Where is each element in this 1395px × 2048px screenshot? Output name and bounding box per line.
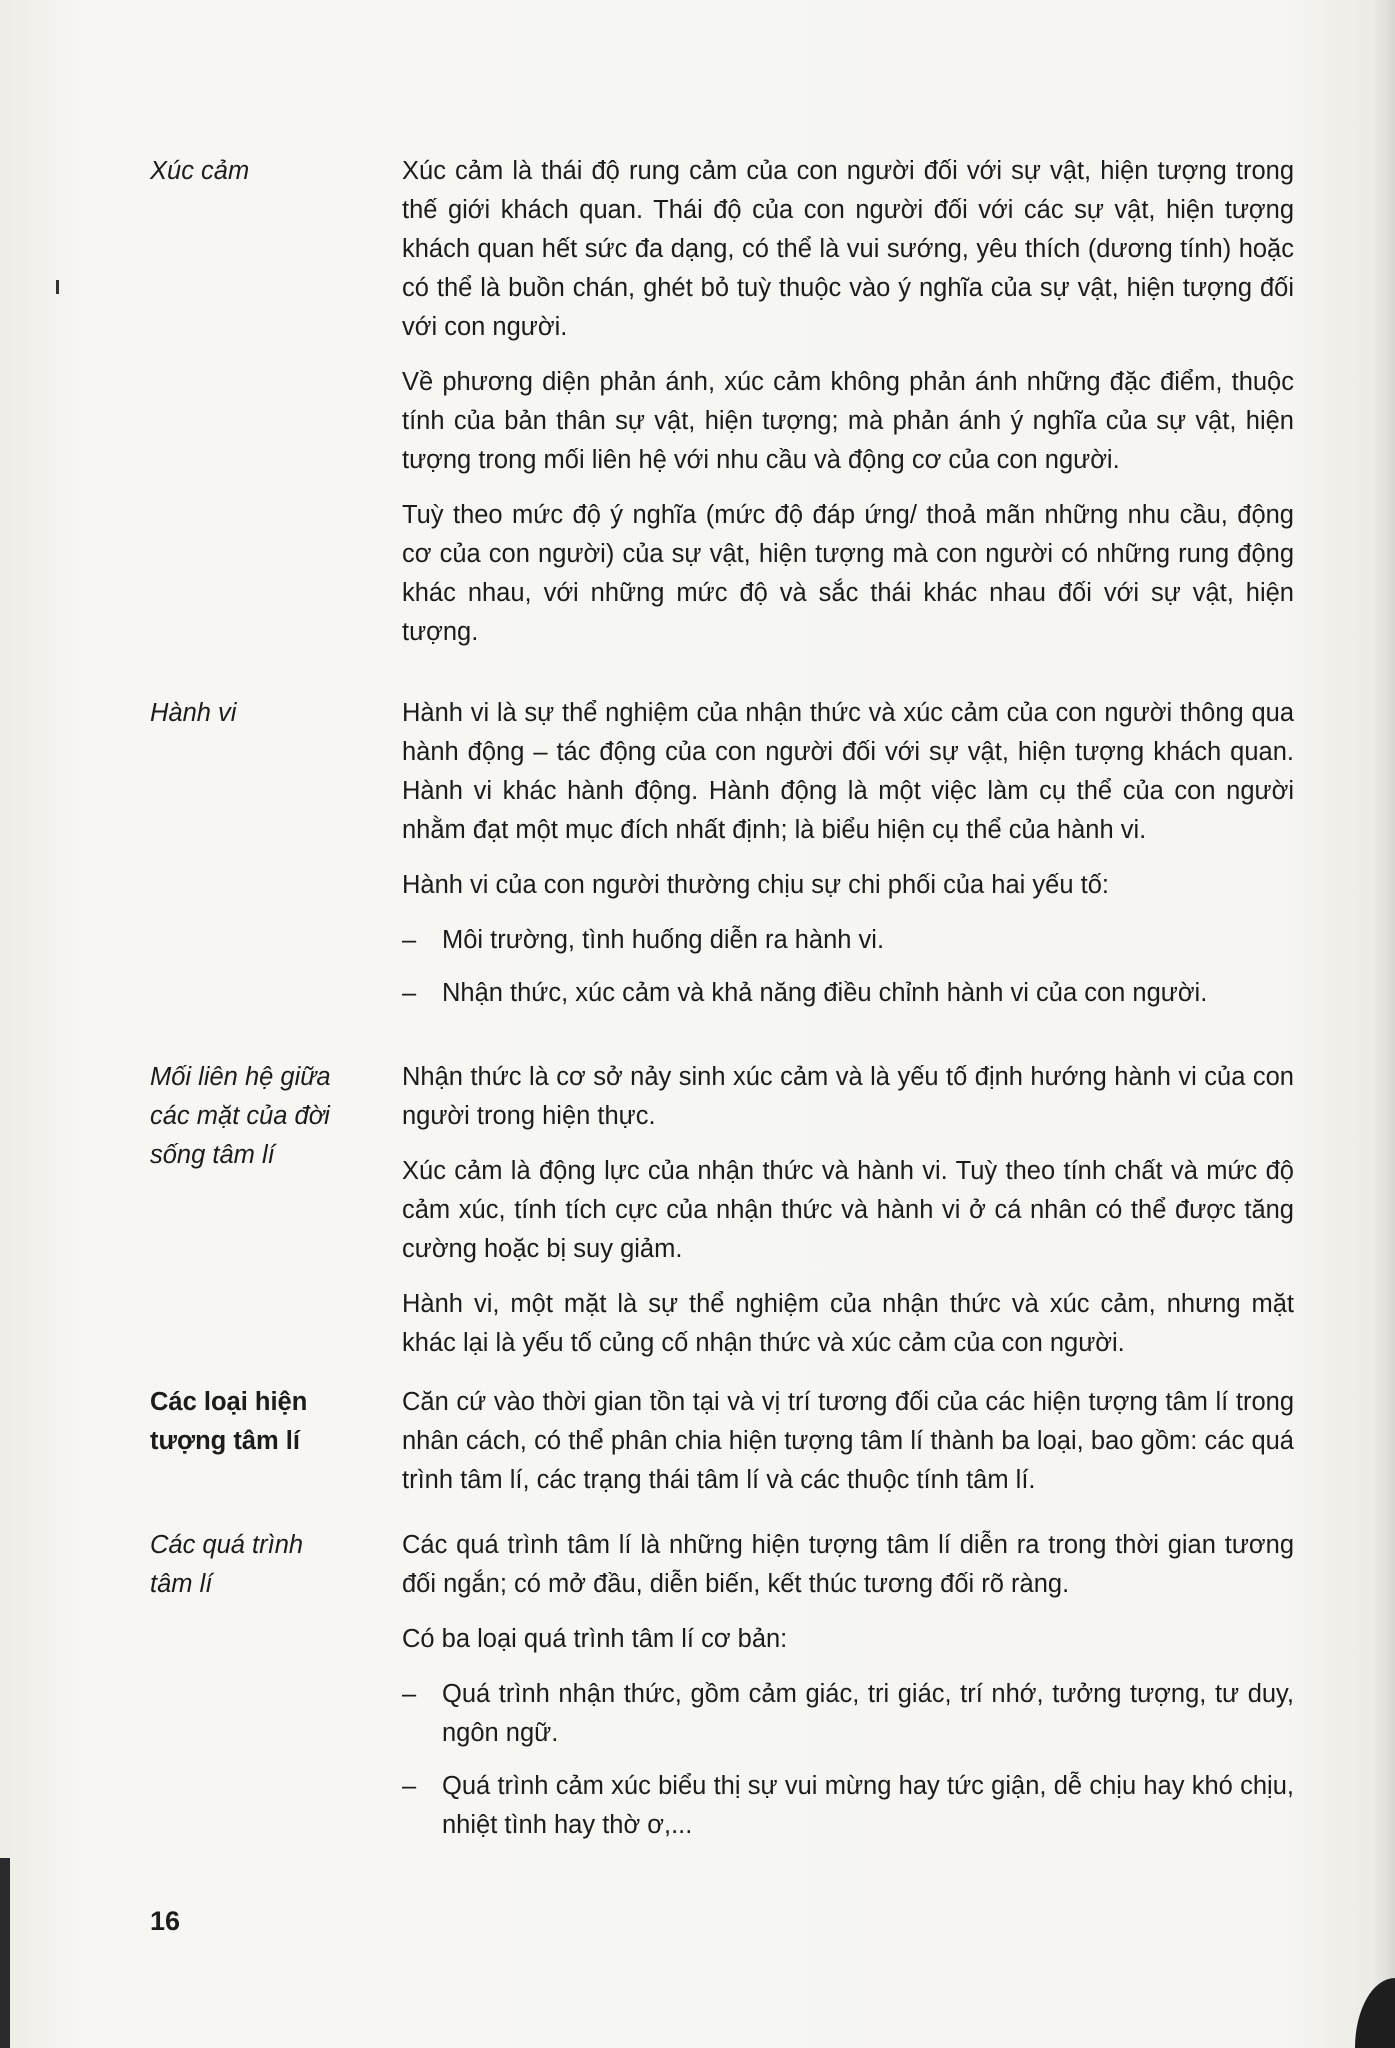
section-body [402,1383,1294,1516]
bullet-item [402,1675,1294,1753]
term-label: Xúc cảm [150,157,250,185]
paragraph: Tuỳ theo mức độ ý nghĩa (mức độ đáp ứng/ thoả mãn những nhu cầu, động cơ của con người) của sự vật, hiện tượng mà con người có những rung động khác nhau, với những mức độ và sắc thái khác nhau đối với sự vật, hiện tượng. [402,501,1294,646]
bullet-dash: – [402,926,417,954]
paragraph: Xúc cảm là động lực của nhận thức và hành vi. Tuỳ theo tính chất và mức độ cảm xúc, tính tích cực của nhận thức và hành vi ở cá nhân có thể được tăng cường hoặc bị suy giảm. [402,1157,1294,1263]
page-number: 16 [150,1906,181,1936]
bullet-dash: – [402,979,417,1007]
page-edge-shadow [1373,0,1395,2048]
bullet-text: Quá trình cảm xúc biểu thị sự vui mừng hay tức giận, dễ chịu hay khó chịu, nhiệt tình hay thờ ơ,... [442,1772,1294,1839]
paragraph: Hành vi, một mặt là sự thể nghiệm của nhận thức và xúc cảm, nhưng mặt khác lại là yếu tố củng cố nhận thức và xúc cảm của con người. [402,1290,1294,1357]
bullet-item [402,1767,1294,1845]
bullet-dash: – [402,1680,417,1708]
paragraph: Có ba loại quá trình tâm lí cơ bản: [402,1625,788,1653]
bullet-item [402,974,1294,1013]
paragraph: Hành vi là sự thể nghiệm của nhận thức và xúc cảm của con người thông qua hành động – tác động của con người đối với sự vật, hiện tượng khách quan. Hành vi khác hành động. Hành động là một việc làm cụ thể của con người nhằm đạt một mục đích nhất định; là biểu hiện cụ thể của hành vi. [402,699,1294,844]
binding-edge [0,1858,10,2048]
section-body [402,1058,1294,1379]
term-label: Mối liên hệ giữa các mặt của đời sống tâm lí [150,1063,331,1169]
paragraph: Xúc cảm là thái độ rung cảm của con người đối với sự vật, hiện tượng trong thế giới khách quan. Thái độ của con người đối với các sự vật, hiện tượng khách quan hết sức đa dạng, có thể là vui sướng, yêu thích (dương tính) hoặc có thể là buồn chán, ghét bỏ tuỳ thuộc vào ý nghĩa của sự vật, hiện tượng đối với con người. [402,157,1294,341]
term-label: Hành vi [150,699,237,727]
paragraph: Căn cứ vào thời gian tồn tại và vị trí tương đối của các hiện tượng tâm lí trong nhân cách, có thể phân chia hiện tượng tâm lí thành ba loại, bao gồm: các quá trình tâm lí, các trạng thái tâm lí và các thuộc tính tâm lí. [402,1388,1294,1494]
bullet-text: Môi trường, tình huống diễn ra hành vi. [442,926,885,954]
section-body [402,1526,1294,1859]
bullet-text: Quá trình nhận thức, gồm cảm giác, tri giác, trí nhớ, tưởng tượng, tư duy, ngôn ngữ. [442,1680,1294,1747]
section-body [402,152,1294,668]
corner-shadow [1355,1978,1395,2048]
term-label: Các loại hiện tượng tâm lí [150,1388,308,1455]
term-label: Các quá trình tâm lí [150,1531,304,1598]
paragraph: Nhận thức là cơ sở nảy sinh xúc cảm và là yếu tố định hướng hành vi của con người trong hiện thực. [402,1063,1294,1130]
paragraph: Hành vi của con người thường chịu sự chi phối của hai yếu tố: [402,871,1109,899]
bullet-item [402,921,1294,960]
bullet-dash: – [402,1772,417,1800]
scan-mark [56,280,59,294]
bullet-text: Nhận thức, xúc cảm và khả năng điều chỉnh hành vi của con người. [442,979,1208,1007]
section-body [402,694,1294,1027]
paragraph: Về phương diện phản ánh, xúc cảm không phản ánh những đặc điểm, thuộc tính của bản thân sự vật, hiện tượng; mà phản ánh ý nghĩa của sự vật, hiện tượng trong mối liên hệ với nhu cầu và động cơ của con người. [402,368,1294,474]
paragraph: Các quá trình tâm lí là những hiện tượng tâm lí diễn ra trong thời gian tương đối ngắn; có mở đầu, diễn biến, kết thúc tương đối rõ ràng. [402,1531,1294,1598]
